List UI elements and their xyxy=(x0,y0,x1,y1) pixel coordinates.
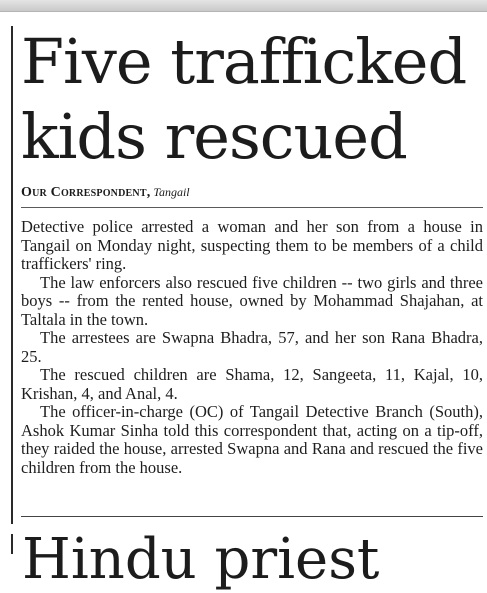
column-rule-lower xyxy=(11,534,13,554)
byline-location: Tangail xyxy=(153,185,190,199)
article-body xyxy=(21,218,483,477)
byline xyxy=(21,185,190,200)
next-article-headline: Hindu priest xyxy=(22,527,380,592)
byline-divider xyxy=(21,207,483,208)
byline-author: Our Correspondent, xyxy=(21,185,151,200)
article-paragraph: The law enforcers also rescued five children -- two girls and three boys -- from the rented house, owned by Mohammad Shajahan, at Taltala in the town. xyxy=(21,272,483,329)
article-headline: Five trafficked kids rescued xyxy=(21,25,467,173)
top-border-band xyxy=(0,0,487,12)
article-paragraph: The officer-in-charge (OC) of Tangail Detective Branch (South), Ashok Kumar Sinha told this correspondent that, acting on a tip-off, they raided the house, arrested Swapna and Rana and rescued the five children from the house. xyxy=(21,402,483,477)
article-paragraph: The arrestees are Swapna Bhadra, 57, and her son Rana Bhadra, 25. xyxy=(21,328,483,366)
column-rule xyxy=(11,26,13,524)
article-paragraph: Detective police arrested a woman and her son from a house in Tangail on Monday night, suspecting them to be members of a child traffickers' ring. xyxy=(21,217,483,273)
article-paragraph: The rescued children are Shama, 12, Sangeeta, 11, Kajal, 10, Krishan, 4, and Anal, 4. xyxy=(21,365,483,403)
article-end-divider xyxy=(21,516,483,517)
